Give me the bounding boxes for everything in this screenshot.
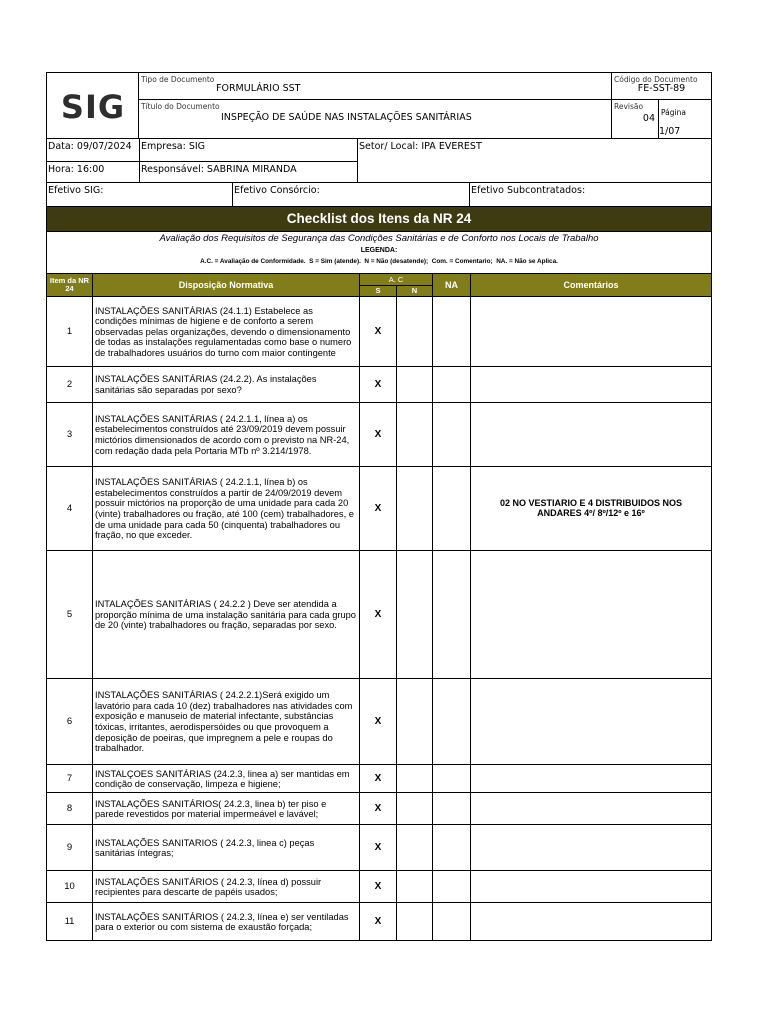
- item-number: 4: [47, 466, 93, 550]
- check-na-cell[interactable]: [433, 902, 471, 940]
- item-number: 3: [47, 402, 93, 466]
- table-row: [47, 550, 712, 678]
- comment-cell[interactable]: [471, 824, 712, 870]
- company-field[interactable]: Empresa: SIG: [140, 139, 358, 161]
- comment-cell[interactable]: [471, 678, 712, 764]
- responsible-field[interactable]: Responsável: SABRINA MIRANDA: [140, 161, 358, 182]
- disposition-text: INSTALAÇÕES SANITÁRIAS (24.1.1) Estabelece as condições mínimas de higiene e de conforto a serem observadas pelas organizações, devendo o dimensionamento de todas as instalações regulamentadas como base o numero de trabalhadores usuários do turno com maior contingente: [93, 296, 360, 366]
- revision-label: Revisão: [614, 102, 644, 111]
- staff-consortium-field[interactable]: Efetivo Consórcio:: [233, 183, 470, 207]
- col-ac: A. C: [360, 273, 433, 285]
- legend-title: LEGENDA:: [360, 246, 398, 254]
- checklist-table: [46, 207, 712, 941]
- check-n-cell[interactable]: [397, 792, 433, 824]
- check-s-cell[interactable]: X: [360, 678, 397, 764]
- doc-title-value: INSPEÇÃO DE SAÚDE NAS INSTALAÇÕES SANITÁRIAS: [221, 112, 472, 123]
- comment-cell[interactable]: [471, 792, 712, 824]
- checklist-rows: [47, 296, 712, 940]
- comment-cell[interactable]: 02 NO VESTIARIO E 4 DISTRIBUIDOS NOS ANDARES 4º/ 8º/12º e 16º: [471, 466, 712, 550]
- comment-cell[interactable]: [471, 902, 712, 940]
- legend-com: Com. = Comentario;: [431, 257, 493, 265]
- sig-logo-icon: [53, 91, 133, 121]
- table-row: [47, 870, 712, 902]
- staff-subcontracted-field[interactable]: Efetivo Subcontratados:: [470, 183, 712, 207]
- doc-title-label: Título do Documento: [141, 102, 220, 111]
- legend-na: NA. = Não se Aplica.: [496, 257, 558, 265]
- sector-field[interactable]: Setor/ Local: IPA EVEREST: [358, 139, 712, 182]
- disposition-text: INSTALAÇÕES SANITARIOS ( 24.2.3, linea c) peças sanitárias íntegras;: [93, 824, 360, 870]
- item-number: 5: [47, 550, 93, 678]
- doc-code-value: FE-SST-89: [637, 83, 686, 94]
- check-n-cell[interactable]: [397, 366, 433, 402]
- doc-code-cell: [612, 73, 712, 100]
- staff-info: [46, 183, 712, 208]
- col-na: NA: [433, 273, 471, 296]
- inspection-info: [46, 139, 712, 183]
- doc-code-label: Código do Documento: [614, 75, 698, 84]
- check-s-cell[interactable]: X: [360, 824, 397, 870]
- revision-cell: [612, 100, 659, 139]
- col-n: N: [397, 285, 433, 296]
- table-row: [47, 902, 712, 940]
- table-row: [47, 764, 712, 792]
- comment-cell[interactable]: [471, 764, 712, 792]
- check-s-cell[interactable]: X: [360, 296, 397, 366]
- check-s-cell[interactable]: X: [360, 466, 397, 550]
- document-header: [46, 72, 712, 139]
- disposition-text: INSTALAÇÕES SANITÁRIAS ( 24.2.2.1)Será exigido um lavatório para cada 10 (dez) trabalhadores nas atividades com exposição e manuseio de material infectante, substâncias tóxicas, irritantes, aerodispersóides ou que provoquem a deposição de poeiras, que impregnem a pele e roupas do trabalhador.: [93, 678, 360, 764]
- col-s: S: [360, 285, 397, 296]
- item-number: 1: [47, 296, 93, 366]
- item-number: 10: [47, 870, 93, 902]
- table-row: [47, 678, 712, 764]
- check-na-cell[interactable]: [433, 870, 471, 902]
- check-na-cell[interactable]: [433, 466, 471, 550]
- checklist-subtitle: Avaliação dos Requisitos de Segurança das Condições Sanitárias e de Conforto nos Locais de Trabalho: [159, 232, 599, 244]
- legend-s: S = Sim (atende).: [309, 257, 361, 265]
- doc-title-cell: [139, 100, 612, 139]
- doc-type-label: Tipo de Documento: [141, 75, 215, 84]
- checklist-legend-block: [47, 231, 712, 273]
- check-n-cell[interactable]: [397, 870, 433, 902]
- check-n-cell[interactable]: [397, 296, 433, 366]
- item-number: 7: [47, 764, 93, 792]
- table-row: [47, 824, 712, 870]
- doc-type-cell: [139, 73, 612, 100]
- doc-type-value: FORMULÁRIO SST: [216, 83, 301, 94]
- disposition-text: INSTALAÇÕES SANITÁRIOS ( 24.2.3, línea d) possuir recipientes para descarte de papéis usados;: [93, 870, 360, 902]
- legend-n: N = Não (desatende);: [364, 257, 429, 265]
- table-row: [47, 402, 712, 466]
- comment-cell[interactable]: [471, 870, 712, 902]
- check-n-cell[interactable]: [397, 550, 433, 678]
- comment-cell[interactable]: [471, 550, 712, 678]
- check-s-cell[interactable]: X: [360, 402, 397, 466]
- check-na-cell[interactable]: [433, 678, 471, 764]
- check-na-cell[interactable]: [433, 792, 471, 824]
- item-number: 11: [47, 902, 93, 940]
- check-s-cell[interactable]: X: [360, 792, 397, 824]
- disposition-text: INSTALAÇÕES SANITÁRIAS ( 24.2.1.1, línea b) os estabelecimentos construídos a partir de 24/09/2019 devem possuir mictórios na proporção de uma unidade para cada 20 (vinte) trabalhadores ou fração, até 100 (cem) trabalhadores, e de uma unidade para cada 50 (cinquenta) trabalhadores ou fração, no que exceder.: [93, 466, 360, 550]
- check-n-cell[interactable]: [397, 466, 433, 550]
- check-n-cell[interactable]: [397, 902, 433, 940]
- page-cell: [659, 100, 712, 139]
- staff-sig-field[interactable]: Efetivo SIG:: [47, 183, 233, 207]
- check-s-cell[interactable]: X: [360, 902, 397, 940]
- legend-text: [47, 254, 711, 265]
- disposition-text: INSTALAÇÕES SANITÁRIAS ( 24.2.1.1, línea a) os estabelecimentos construídos até 23/09/2019 devem possuir mictórios dimensionados de acordo com o previsto na NR-24, com redação dada pela Portaria MTb nº 3.214/1978.: [93, 402, 360, 466]
- item-number: 2: [47, 366, 93, 402]
- legend-ac: A.C. = Avaliação de Conformidade.: [200, 257, 306, 265]
- col-disposition: Disposição Normativa: [93, 273, 360, 296]
- disposition-text: INTALAÇÕES SANITÁRIAS ( 24.2.2 ) Deve ser atendida a proporção mínima de uma instalação sanitária para cada grupo de 20 (vinte) trabalhadores ou fração, separadas por sexo.: [93, 550, 360, 678]
- check-s-cell[interactable]: X: [360, 764, 397, 792]
- table-row: [47, 466, 712, 550]
- logo-text: SIG: [60, 90, 125, 121]
- disposition-text: INSTALÇOES SANITÁRIAS (24.2.3, linea a) ser mantidas em condição de conservação, limpeza e higiene;: [93, 764, 360, 792]
- check-na-cell[interactable]: [433, 296, 471, 366]
- page-label: Página: [661, 108, 686, 117]
- table-row: [47, 296, 712, 366]
- time-field[interactable]: Hora: 16:00: [47, 161, 140, 182]
- col-comments: Comentários: [471, 273, 712, 296]
- revision-value: 04: [642, 113, 655, 124]
- company-logo: [47, 73, 139, 139]
- check-n-cell[interactable]: [397, 824, 433, 870]
- check-n-cell[interactable]: [397, 764, 433, 792]
- col-item: Item da NR 24: [47, 273, 93, 296]
- comment-cell[interactable]: [471, 296, 712, 366]
- comment-cell[interactable]: [471, 366, 712, 402]
- disposition-text: INSTALAÇÕES SANITÁRIOS ( 24.2.3, línea e) ser ventiladas para o exterior ou com sistema de exaustão forçada;: [93, 902, 360, 940]
- item-number: 6: [47, 678, 93, 764]
- disposition-text: INSTALAÇÕES SANITÁRIOS( 24.2.3, linea b) ter piso e parede revestidos por material impermeável e lavável;: [93, 792, 360, 824]
- table-row: [47, 792, 712, 824]
- comment-cell[interactable]: [471, 402, 712, 466]
- item-number: 8: [47, 792, 93, 824]
- page-value: 1/07: [659, 126, 681, 137]
- check-na-cell[interactable]: [433, 824, 471, 870]
- check-s-cell[interactable]: X: [360, 550, 397, 678]
- item-number: 9: [47, 824, 93, 870]
- table-row: [47, 366, 712, 402]
- check-s-cell[interactable]: X: [360, 870, 397, 902]
- check-n-cell[interactable]: [397, 678, 433, 764]
- checklist-title: Checklist dos Itens da NR 24: [47, 207, 712, 231]
- check-na-cell[interactable]: [433, 550, 471, 678]
- date-field[interactable]: Data: 09/07/2024: [47, 139, 140, 161]
- check-na-cell[interactable]: [433, 764, 471, 792]
- check-na-cell[interactable]: [433, 366, 471, 402]
- check-na-cell[interactable]: [433, 402, 471, 466]
- check-n-cell[interactable]: [397, 402, 433, 466]
- disposition-text: INSTALAÇÕES SANITÁRIAS (24.2.2). As instalações sanitárias são separadas por sexo?: [93, 366, 360, 402]
- form-sheet: [46, 72, 711, 941]
- check-s-cell[interactable]: X: [360, 366, 397, 402]
